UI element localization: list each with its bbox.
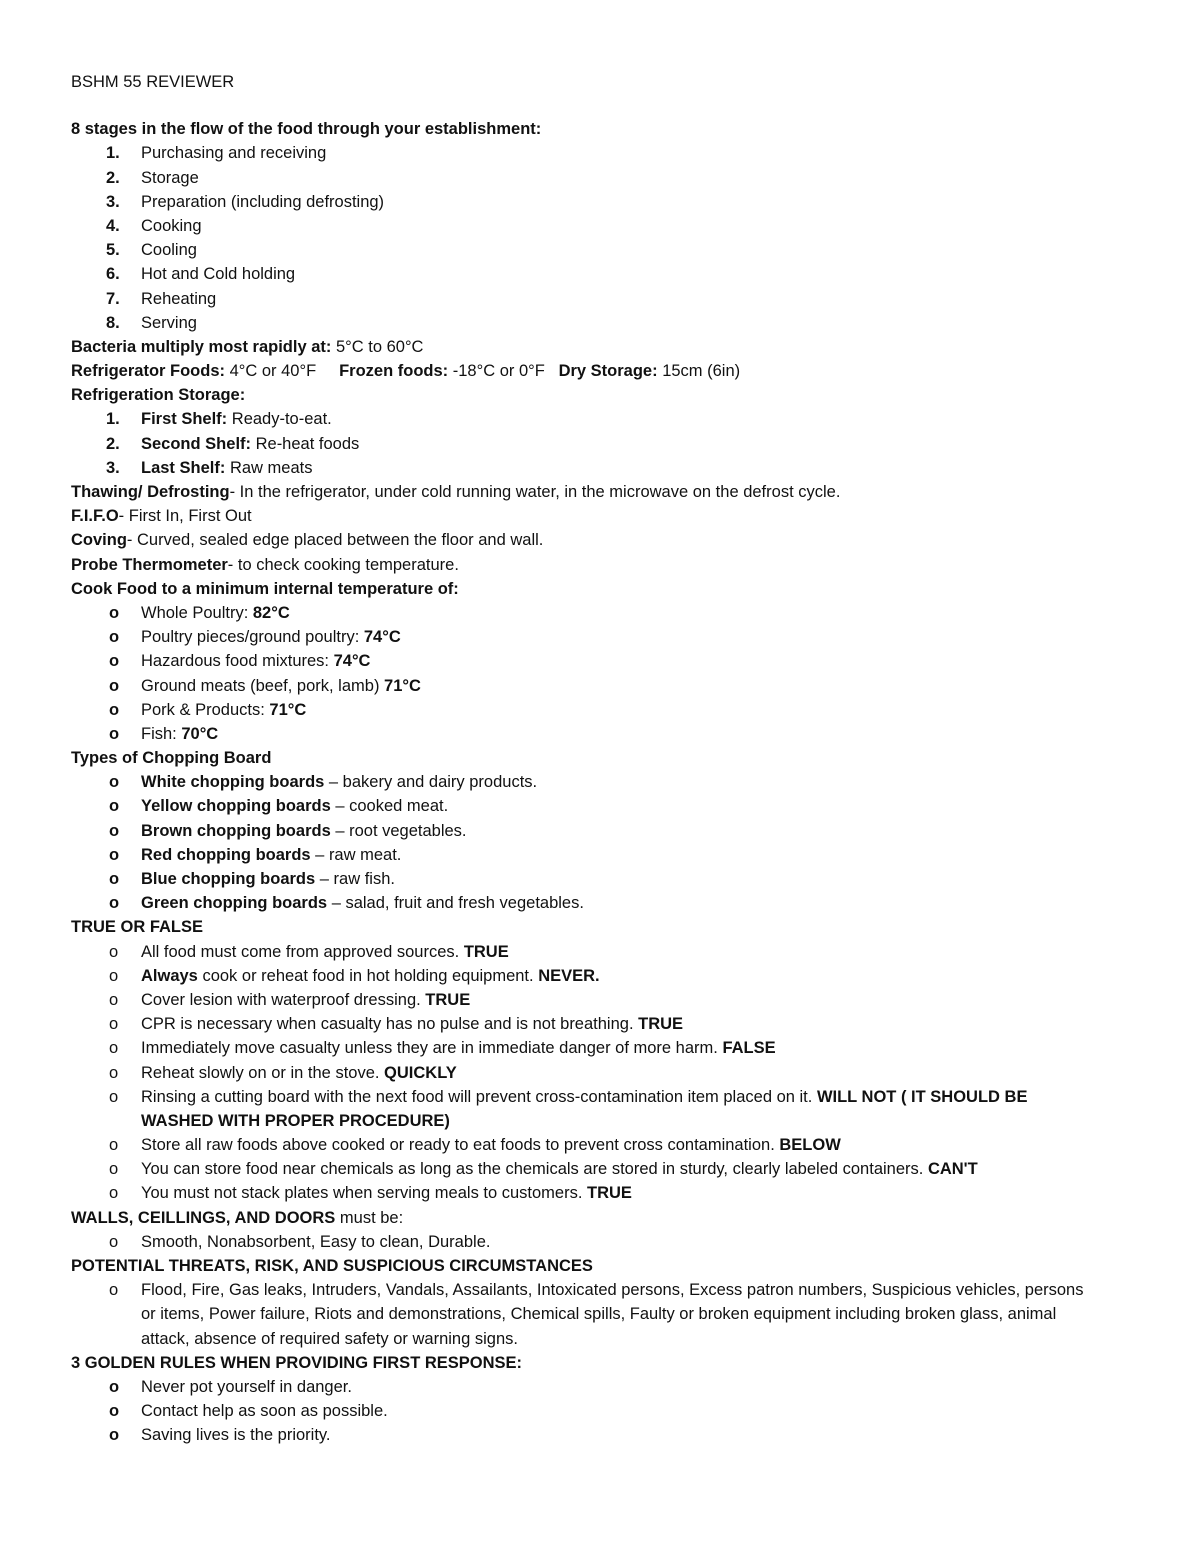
list-item: 3. Preparation (including defrosting) (106, 192, 385, 211)
flow-heading: 8 stages in the flow of the food through your establishment: (71, 120, 542, 139)
boards-heading: Types of Chopping Board (71, 749, 272, 768)
list-item: o White chopping boards – bakery and dairy products. (109, 773, 538, 792)
list-item: 5. Cooling (106, 241, 197, 260)
list-item: o Fish: 70°C (109, 724, 219, 743)
list-item: o Green chopping boards – salad, fruit and fresh vegetables. (109, 894, 584, 913)
cook-temps-heading: Cook Food to a minimum internal temperature of: (71, 579, 459, 598)
list-item: o Yellow chopping boards – cooked meat. (109, 797, 449, 816)
fridge-storage-heading: Refrigeration Storage: (71, 386, 246, 405)
list-item: o You can store food near chemicals as long as the chemicals are stored in sturdy, clearly labeled containers. CAN'T (109, 1160, 978, 1179)
coving-line: Coving- Curved, sealed edge placed between the floor and wall. (71, 531, 544, 550)
list-item: o Poultry pieces/ground poultry: 74°C (109, 628, 401, 647)
walls-heading: WALLS, CEILLINGS, AND DOORS must be: (71, 1208, 404, 1227)
list-item: o Cover lesion with waterproof dressing. TRUE (109, 990, 471, 1009)
list-item: o Immediately move casualty unless they are in immediate danger of more harm. FALSE (109, 1039, 776, 1058)
list-item: 4. Cooking (106, 216, 202, 235)
list-item: o Whole Poultry: 82°C (109, 603, 290, 622)
list-item: 1. Purchasing and receiving (106, 144, 327, 163)
list-item: o Saving lives is the priority. (109, 1426, 331, 1445)
list-item: 8. Serving (106, 313, 197, 332)
list-item: o Hazardous food mixtures: 74°C (109, 652, 371, 671)
storage-temps-line: Refrigerator Foods: 4°C or 40°F Frozen foods: -18°C or 0°F Dry Storage: 15cm (6in) (71, 362, 741, 381)
list-item: o Smooth, Nonabsorbent, Easy to clean, Durable. (109, 1232, 491, 1251)
list-item: 2. Second Shelf: Re-heat foods (106, 434, 360, 453)
list-item: 3. Last Shelf: Raw meats (106, 458, 313, 477)
flow-list (71, 141, 1141, 335)
list-item: 7. Reheating (106, 289, 217, 308)
list-item: o Brown chopping boards – root vegetables. (109, 821, 467, 840)
tf-heading: TRUE OR FALSE (71, 918, 204, 937)
list-item: o CPR is necessary when casualty has no pulse and is not breathing. TRUE (109, 1015, 684, 1034)
list-item: o Ground meats (beef, pork, lamb) 71°C (109, 676, 421, 695)
probe-line: Probe Thermometer- to check cooking temperature. (71, 555, 459, 574)
list-item: o Always cook or reheat food in hot holding equipment. NEVER. (109, 966, 600, 985)
list-item: o Store all raw foods above cooked or ready to eat foods to prevent cross contamination. BELOW (109, 1136, 841, 1155)
document-title: BSHM 55 REVIEWER (71, 73, 235, 91)
list-item: o Red chopping boards – raw meat. (109, 845, 402, 864)
thawing-line: Thawing/ Defrosting- In the refrigerator, under cold running water, in the microwave on the defrost cycle. (71, 483, 841, 501)
list-item: 2. Storage (106, 168, 199, 187)
threats-heading: POTENTIAL THREATS, RISK, AND SUSPICIOUS CIRCUMSTANCES (71, 1257, 593, 1276)
list-item: 6. Hot and Cold holding (106, 265, 296, 284)
list-item: o Never pot yourself in danger. (109, 1378, 352, 1397)
list-item: o Rinsing a cutting board with the next food will prevent cross-contamination item placed on it. WILL NOT ( IT SHOULD BE WASHED WITH PROPER PROCEDURE) (109, 1087, 1028, 1130)
document-page (71, 70, 1141, 1448)
list-item: o All food must come from approved sources. TRUE (109, 942, 509, 961)
list-item: o Pork & Products: 71°C (109, 700, 307, 719)
list-item: o Flood, Fire, Gas leaks, Intruders, Vandals, Assailants, Intoxicated persons, Excess patron numbers, Suspicious vehicles, persons or items, Power failure, Riots and demonstrations, Chemical spills, Faulty or broken equipment including broken glass, animal attack, absence of required safety or warning signs. (109, 1281, 1084, 1348)
fifo-line: F.I.F.O- First In, First Out (71, 507, 252, 526)
golden-heading: 3 GOLDEN RULES WHEN PROVIDING FIRST RESPONSE: (71, 1353, 523, 1372)
list-item: o Contact help as soon as possible. (109, 1402, 388, 1421)
bacteria-line: Bacteria multiply most rapidly at: 5°C to 60°C (71, 337, 424, 356)
list-item: o Blue chopping boards – raw fish. (109, 870, 395, 888)
list-item: 1. First Shelf: Ready-to-eat. (106, 410, 332, 429)
list-item: o Reheat slowly on or in the stove. QUICKLY (109, 1063, 457, 1082)
list-item: o You must not stack plates when serving meals to customers. TRUE (109, 1184, 632, 1203)
